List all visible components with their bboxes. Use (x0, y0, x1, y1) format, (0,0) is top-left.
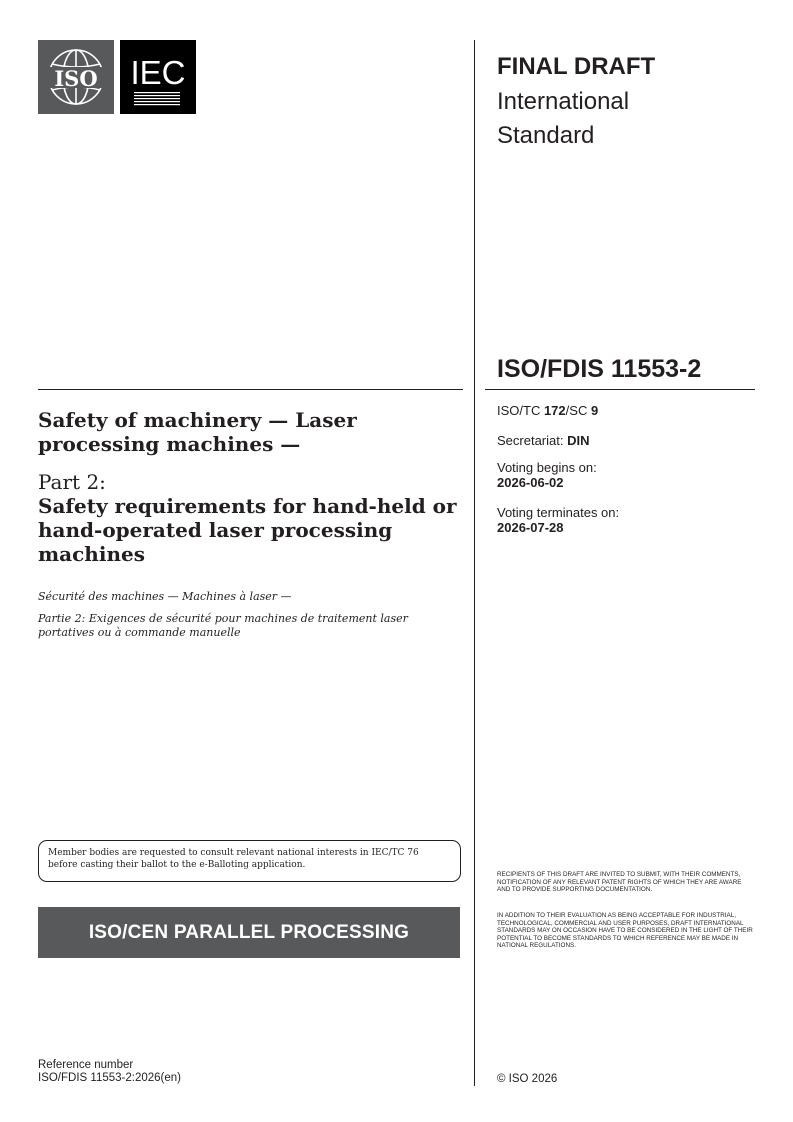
title-main: Safety requirements for hand-held or hand-operated laser processing machines (38, 494, 457, 566)
title-part: Part 2: (38, 470, 106, 494)
voting-begins-date: 2026-06-02 (497, 475, 564, 490)
reference-number: ISO/FDIS 11553-2:2026(en) (38, 1072, 181, 1084)
iso-logo (38, 40, 114, 114)
iec-logo-text: IEC (130, 54, 186, 91)
patent-disclaimer: RECIPIENTS OF THIS DRAFT ARE INVITED TO SUBMIT, WITH THEIR COMMENTS, NOTIFICATION OF ANY RELEVANT PATENT RIGHTS OF WHICH THEY ARE AWARE AND TO PROVIDE SUPPORTING DOCUMENTATION. (497, 871, 742, 894)
iec-logo (120, 40, 196, 114)
committee-prefix: ISO/TC (497, 403, 544, 418)
column-divider (474, 40, 475, 1086)
iso-logo-text: ISO (54, 66, 98, 91)
document-number: ISO/FDIS 11553-2 (497, 355, 702, 383)
french-title-main: Partie 2: Exigences de sécurité pour machines de traitement laser portatives ou à commande manuelle (38, 612, 408, 639)
french-title-intro: Sécurité des machines — Machines à laser — (38, 590, 292, 603)
title-intro: Safety of machinery — Laser processing machines — (38, 408, 357, 456)
document-status: FINAL DRAFT (497, 53, 656, 80)
document-type-line1: International (497, 88, 630, 115)
committee-line (497, 403, 757, 418)
secretariat-value: DIN (567, 433, 590, 448)
voting-begins-label: Voting begins on: (497, 460, 597, 475)
sc-prefix: /SC (565, 403, 591, 418)
regulation-disclaimer: IN ADDITION TO THEIR EVALUATION AS BEING ACCEPTABLE FOR INDUSTRIAL, TECHNOLOGICAL, COMMERCIAL AND USER PURPOSES, DRAFT INTERNATIONAL STANDARDS MAY ON OCCASION HAVE TO BE CONSIDERED IN THE LIGHT OF THEIR POTENTIAL TO BECOME STANDARDS TO WHICH REFERENCE MAY BE MADE IN NATIONAL REGULATIONS. (497, 912, 753, 950)
secretariat-line (497, 433, 757, 448)
member-bodies-notice: Member bodies are requested to consult relevant national interests in IEC/TC 76 before casting their ballot to the e-Balloting application. (38, 840, 461, 882)
voting-ends-label: Voting terminates on: (497, 505, 620, 520)
copyright: © ISO 2026 (497, 1073, 558, 1085)
voting-ends-date: 2026-07-28 (497, 520, 564, 535)
parallel-processing-banner: ISO/CEN PARALLEL PROCESSING (38, 907, 460, 958)
document-type-line2: Standard (497, 122, 595, 149)
tc-number: 172 (543, 403, 566, 418)
secretariat-label: Secretariat: (497, 433, 568, 448)
title-rule-right (485, 389, 755, 390)
reference-label: Reference number (38, 1059, 134, 1071)
title-rule-left (38, 389, 463, 390)
sc-number: 9 (590, 403, 599, 418)
